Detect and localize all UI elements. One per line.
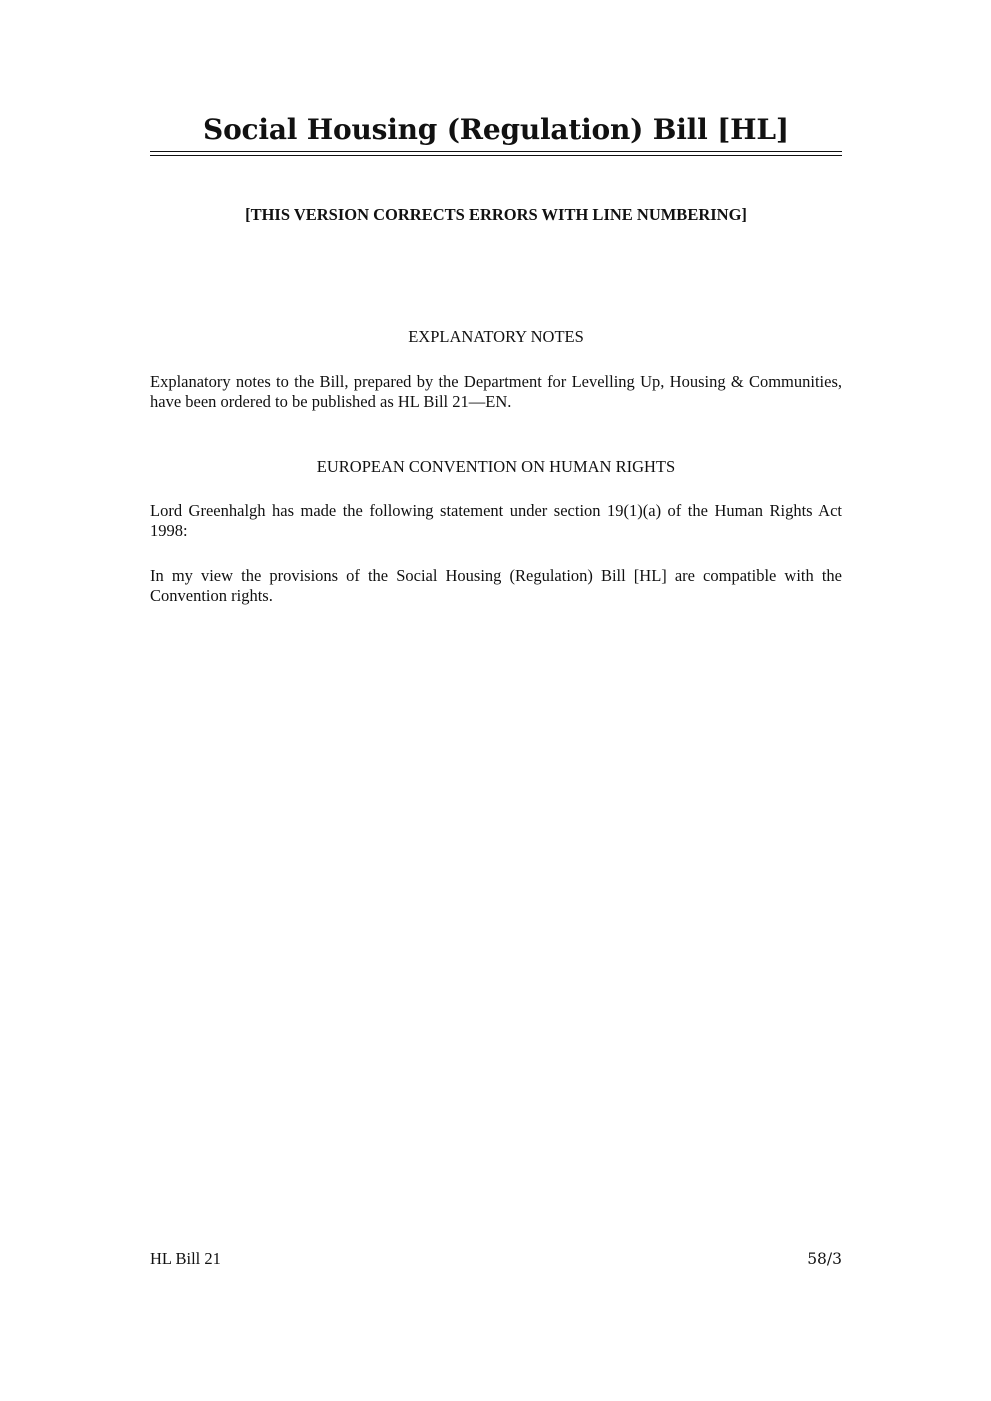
bill-title: Social Housing (Regulation) Bill [HL] — [203, 113, 789, 146]
footer-bill-reference: HL Bill 21 — [150, 1249, 221, 1268]
explanatory-notes-paragraph: Explanatory notes to the Bill, prepared by the Department for Levelling Up, Housing & Communities, have been ordered to be published as HL Bill 21—EN. — [150, 372, 842, 411]
correction-notice: [THIS VERSION CORRECTS ERRORS WITH LINE NUMBERING] — [245, 205, 747, 224]
title-double-rule — [150, 151, 842, 156]
explanatory-notes-heading: EXPLANATORY NOTES — [408, 327, 584, 346]
echr-heading: EUROPEAN CONVENTION ON HUMAN RIGHTS — [316, 457, 676, 476]
echr-compatibility-paragraph: In my view the provisions of the Social Housing (Regulation) Bill [HL] are compatible with the Convention rights. — [150, 566, 842, 605]
footer-print-number: 58/3 — [807, 1250, 842, 1268]
echr-statement-paragraph: Lord Greenhalgh has made the following statement under section 19(1)(a) of the Human Rights Act 1998: — [150, 501, 842, 540]
